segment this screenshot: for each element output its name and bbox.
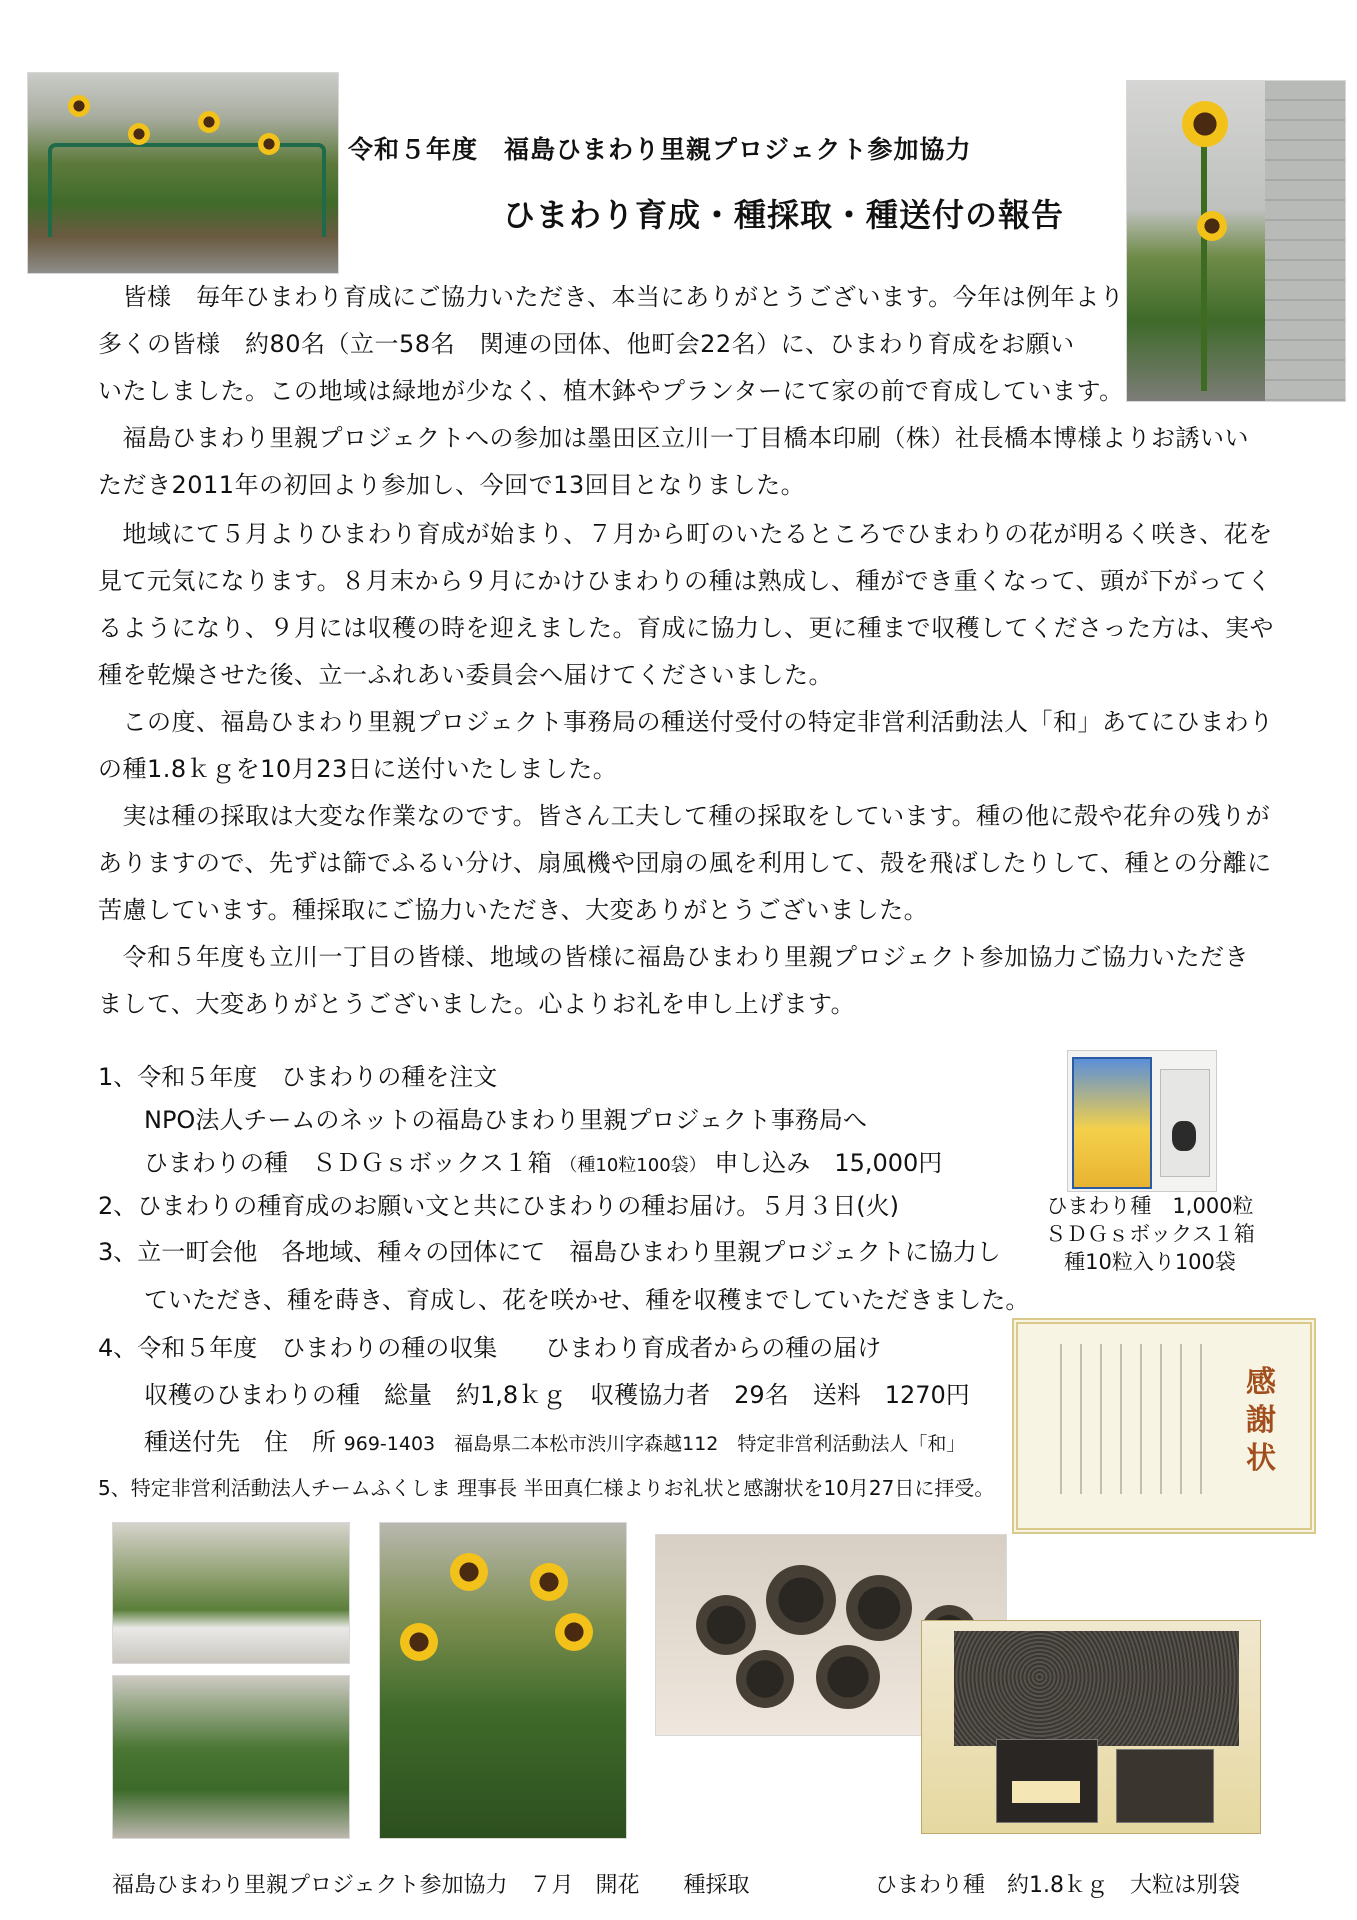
seedling-planter-photo xyxy=(112,1522,350,1664)
body-line: まして、大変ありがとうございました。心よりお礼を申し上げます。 xyxy=(98,990,856,1018)
list-item: 2、ひまわりの種育成のお願い文と共にひまわりの種お届け。５月３日(火) xyxy=(98,1192,900,1220)
body-line: るようになり、９月には収穫の時を迎えました。育成に協力し、更に種まで収穫してくださった方は、実や xyxy=(98,614,1274,642)
seed-head-graphic xyxy=(816,1645,880,1709)
sunflower-bed-photo xyxy=(27,72,339,274)
list-subitem: 収穫のひまわりの種 総量 約1,8ｋｇ 収穫協力者 29名 送料 1270円 xyxy=(144,1381,970,1409)
recipient-address: 969-1403 福島県二本松市渋川字森越112 特定非営利活動法人「和」 xyxy=(343,1433,966,1455)
seeds-graphic xyxy=(1172,1121,1196,1151)
body-text xyxy=(98,274,1274,1028)
seed-head-graphic xyxy=(846,1575,912,1641)
certificate-text-graphic xyxy=(1048,1344,1218,1494)
list-subitem xyxy=(144,1422,965,1457)
body-line: 多くの皆様 約80名（立一58名 関連の団体、他町会22名）に、ひまわり育成をお願い xyxy=(98,330,1075,358)
sunflower-graphic xyxy=(198,111,220,133)
bottom-right-caption: ひまわり種 約1.8ｋｇ 大粒は別袋 xyxy=(875,1873,1240,1898)
fence-graphic xyxy=(48,143,326,237)
body-line: 福島ひまわり里親プロジェクトへの参加は墨田区立川一丁目橋本印刷（株）社長橋本博様よりお誘いい xyxy=(98,424,1250,452)
seed-head-graphic xyxy=(766,1565,836,1635)
body-line: この度、福島ひまわり里親プロジェクト事務局の種送付受付の特定非営利活動法人「和」あてにひまわり xyxy=(98,708,1274,736)
seed-card-graphic xyxy=(1072,1057,1152,1189)
list-item: 4、令和５年度 ひまわりの種の収集 ひまわり育成者からの種の届け xyxy=(98,1334,882,1362)
body-line: ありますので、先ずは篩でふるい分け、扇風機や団扇の風を利用して、殻を飛ばしたりして、種との分離に xyxy=(98,849,1272,877)
seed-order-price: 申し込み 15,000円 xyxy=(714,1149,943,1177)
list-subitem: ていただき、種を蒔き、育成し、花を咲かせ、種を収穫までしていただきました。 xyxy=(144,1286,1030,1314)
caption-line: ひまわり種 1,000粒 xyxy=(1046,1194,1254,1218)
body-line: 令和５年度も立川一丁目の皆様、地域の皆様に福島ひまわり里親プロジェクト参加協力ご協力いただき xyxy=(98,943,1250,971)
sunflower-graphic xyxy=(258,133,280,155)
body-line: 皆様 毎年ひまわり育成にご協力いただき、本当にありがとうございます。今年は例年より xyxy=(98,283,1125,311)
bag-label-graphic xyxy=(1012,1781,1080,1803)
body-line: 地域にて５月よりひまわり育成が始まり、７月から町のいたるところでひまわりの花が明るく咲き、花を xyxy=(98,520,1273,548)
seed-head-graphic xyxy=(696,1595,756,1655)
sunflower-graphic xyxy=(68,95,90,117)
list-item: 1、令和５年度 ひまわりの種を注文 xyxy=(98,1063,498,1091)
body-line: の種1.8ｋｇを10月23日に送付いたしました。 xyxy=(98,755,618,783)
sunflower-graphic xyxy=(128,123,150,145)
sunflower-graphic xyxy=(530,1563,568,1601)
seed-order-detail: （種10粒100袋） xyxy=(559,1155,707,1176)
body-line: 実は種の採取は大変な作業なのです。皆さん工夫して種の採取をしています。種の他に殻や花弁の残りが xyxy=(98,802,1271,830)
caption-line: ＳＤＧｓボックス１箱 xyxy=(1045,1222,1255,1246)
seed-pile-graphic xyxy=(954,1631,1239,1746)
list-item: 3、立一町会他 各地域、種々の団体にて 福島ひまわり里親プロジェクトに協力し xyxy=(98,1238,1001,1266)
seed-bag-graphic xyxy=(1116,1749,1214,1823)
building-wall-graphic xyxy=(1265,81,1345,401)
seed-box-photo xyxy=(1067,1050,1217,1192)
certificate-photo xyxy=(1012,1318,1316,1534)
sunflower-graphic xyxy=(1197,211,1227,241)
sunflower-graphic xyxy=(555,1613,593,1651)
list-subitem: NPO法人チームのネットの福島ひまわり里親プロジェクト事務局へ xyxy=(144,1106,867,1134)
sunflower-graphic xyxy=(400,1623,438,1661)
body-line: 種を乾燥させた後、立一ふれあい委員会へ届けてくださいました。 xyxy=(98,661,833,689)
bottom-left-caption: 福島ひまわり里親プロジェクト参加協力 ７月 開花 種採取 xyxy=(112,1873,750,1898)
seed-box-caption xyxy=(1040,1192,1260,1276)
report-title: ひまわり育成・種採取・種送付の報告 xyxy=(503,196,1065,234)
seed-tray-photo xyxy=(921,1620,1261,1834)
seed-order-label: ひまわりの種 ＳＤＧｓボックス１箱 xyxy=(144,1149,552,1177)
blooming-sunflowers-photo xyxy=(379,1522,627,1839)
body-line: いたしました。この地域は緑地が少なく、植木鉢やプランターにて家の前で育成しています。 xyxy=(98,377,1124,405)
list-item: 5、特定非営利活動法人チームふくしま 理事長 半田真仁様よりお礼状と感謝状を10月27日に拝受。 xyxy=(98,1476,995,1500)
seedling-pots-photo xyxy=(112,1675,350,1839)
recipient-label: 種送付先 住 所 xyxy=(144,1428,336,1456)
body-line: 見て元気になります。８月末から９月にかけひまわりの種は熟成し、種ができ重くなって、頭が下がってく xyxy=(98,567,1272,595)
sunflower-graphic xyxy=(1182,101,1228,147)
seed-head-graphic xyxy=(736,1650,794,1708)
report-subtitle: 令和５年度 福島ひまわり里親プロジェクト参加協力 xyxy=(348,135,972,164)
certificate-heading: 感謝状 xyxy=(1246,1365,1276,1476)
caption-line: 種10粒入り100袋 xyxy=(1064,1250,1236,1274)
list-subitem xyxy=(144,1143,942,1178)
sunflower-graphic xyxy=(450,1553,488,1591)
body-line: ただき2011年の初回より参加し、今回で13回目となりました。 xyxy=(98,471,806,499)
body-line: 苦慮しています。種採取にご協力いただき、大変ありがとうございました。 xyxy=(98,896,929,924)
